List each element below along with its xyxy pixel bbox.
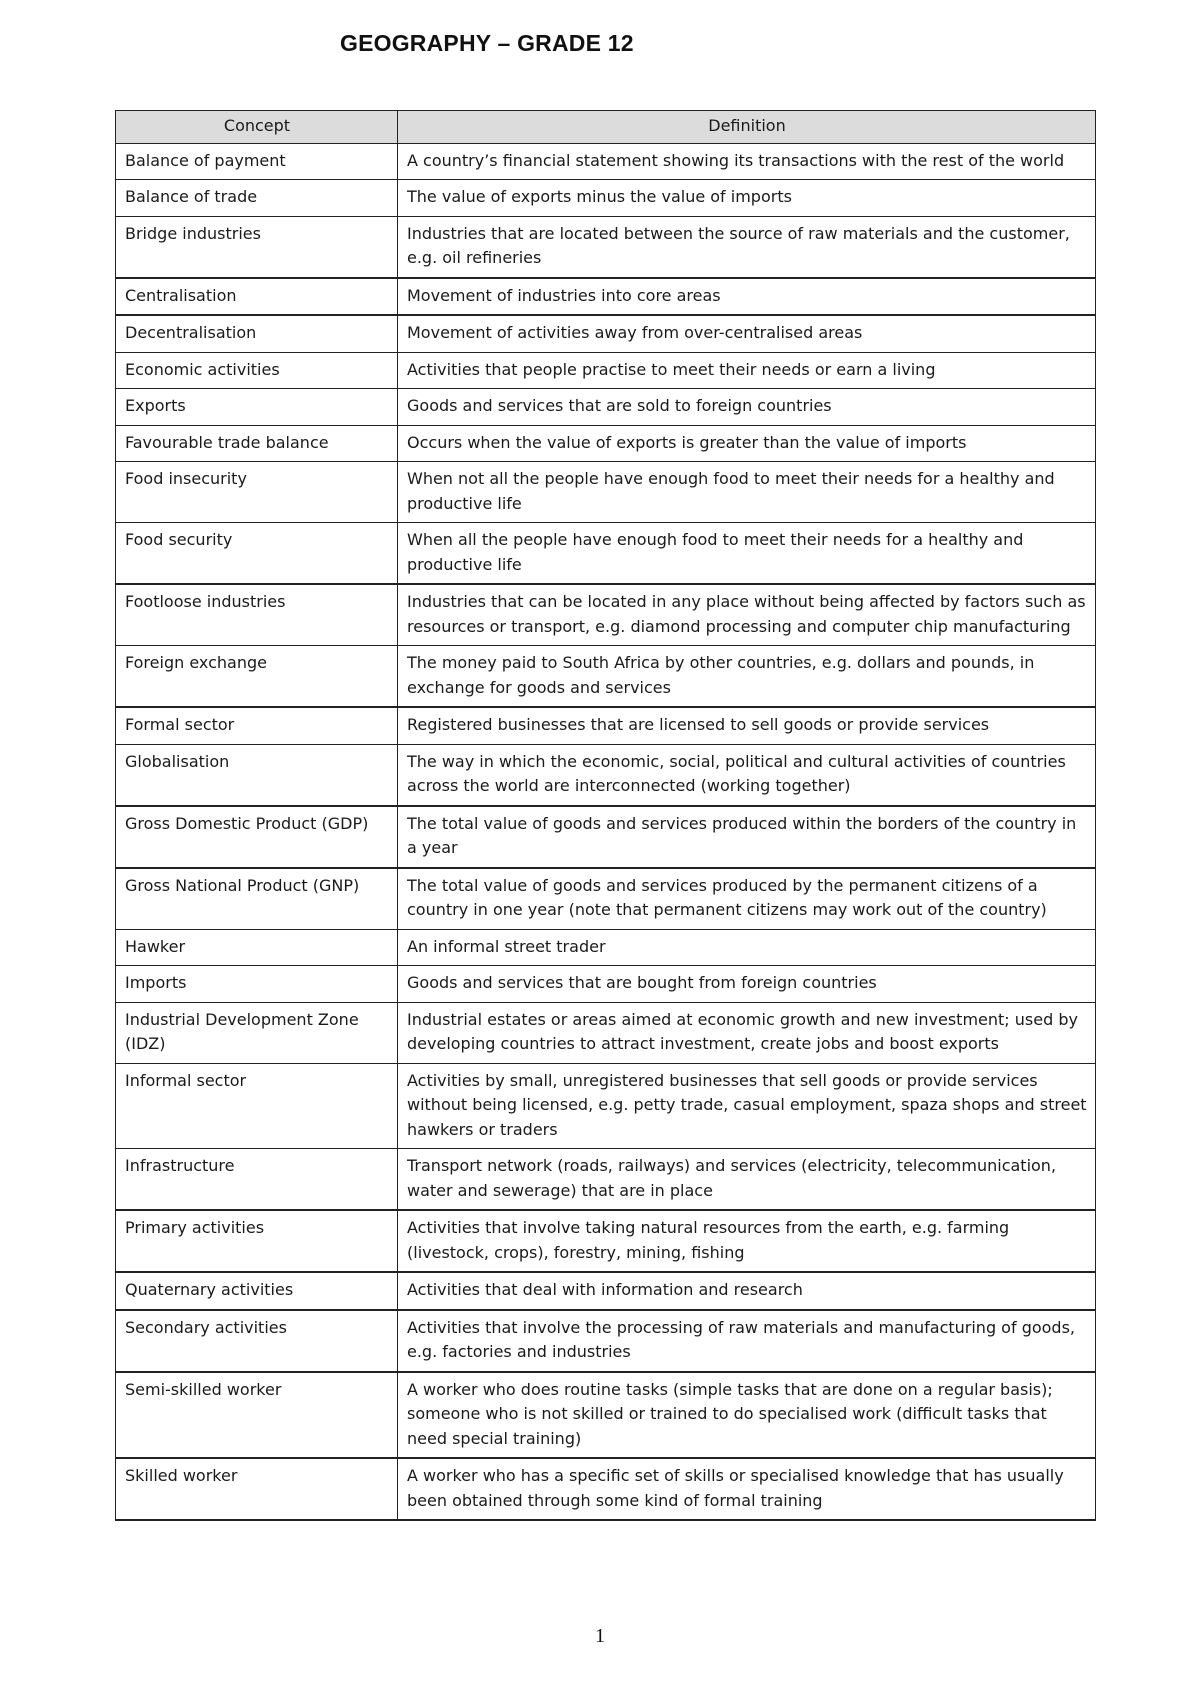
definition-cell: A worker who has a specific set of skills or specialised knowledge that has usually been obtained through some kind of formal training: [398, 1458, 1096, 1520]
definition-cell: Occurs when the value of exports is greater than the value of imports: [398, 425, 1096, 462]
table-row: [116, 278, 1096, 316]
table-row: [116, 646, 1096, 708]
concept-cell: Industrial Development Zone (IDZ): [116, 1002, 398, 1063]
table-row: [116, 425, 1096, 462]
definition-cell: Goods and services that are sold to foreign countries: [398, 389, 1096, 426]
table-row: [116, 929, 1096, 966]
definition-cell: The way in which the economic, social, political and cultural activities of countries across the world are interconnected (working together): [398, 744, 1096, 806]
concept-cell: Favourable trade balance: [116, 425, 398, 462]
concept-cell: Quaternary activities: [116, 1272, 398, 1310]
definition-cell: Activities that involve taking natural resources from the earth, e.g. farming (livestock, crops), forestry, mining, fishing: [398, 1210, 1096, 1272]
table-row: [116, 216, 1096, 278]
table-row: [116, 707, 1096, 744]
concept-cell: Exports: [116, 389, 398, 426]
table-row: [116, 352, 1096, 389]
concept-cell: Skilled worker: [116, 1458, 398, 1520]
table-row: [116, 523, 1096, 585]
concept-cell: Formal sector: [116, 707, 398, 744]
concept-cell: Foreign exchange: [116, 646, 398, 708]
definition-cell: The value of exports minus the value of imports: [398, 180, 1096, 217]
definition-cell: Activities that people practise to meet their needs or earn a living: [398, 352, 1096, 389]
concept-cell: Infrastructure: [116, 1149, 398, 1211]
concept-cell: Gross National Product (GNP): [116, 868, 398, 930]
definition-cell: Industrial estates or areas aimed at economic growth and new investment; used by developing countries to attract investment, create jobs and boost exports: [398, 1002, 1096, 1063]
definition-cell: When all the people have enough food to meet their needs for a healthy and productive life: [398, 523, 1096, 585]
table-row: [116, 1372, 1096, 1459]
table-row: [116, 868, 1096, 930]
definition-cell: Movement of industries into core areas: [398, 278, 1096, 316]
concept-cell: Primary activities: [116, 1210, 398, 1272]
table-row: [116, 389, 1096, 426]
table-row: [116, 744, 1096, 806]
definition-cell: Activities that deal with information and research: [398, 1272, 1096, 1310]
table-row: [116, 1063, 1096, 1149]
concept-cell: Semi-skilled worker: [116, 1372, 398, 1459]
definition-cell: Industries that can be located in any place without being affected by factors such as resources or transport, e.g. diamond processing and computer chip manufacturing: [398, 584, 1096, 646]
glossary-table-body: [116, 143, 1096, 1520]
concept-cell: Economic activities: [116, 352, 398, 389]
definition-cell: Registered businesses that are licensed to sell goods or provide services: [398, 707, 1096, 744]
definition-cell: Activities by small, unregistered businesses that sell goods or provide services without being licensed, e.g. petty trade, casual employment, spaza shops and street hawkers or traders: [398, 1063, 1096, 1149]
concept-cell: Informal sector: [116, 1063, 398, 1149]
concept-cell: Bridge industries: [116, 216, 398, 278]
definition-cell: The total value of goods and services produced by the permanent citizens of a country in one year (note that permanent citizens may work out of the country): [398, 868, 1096, 930]
table-row: [116, 966, 1096, 1003]
definition-cell: A country’s financial statement showing its transactions with the rest of the world: [398, 143, 1096, 180]
table-row: [116, 462, 1096, 523]
concept-cell: Footloose industries: [116, 584, 398, 646]
concept-cell: Decentralisation: [116, 315, 398, 352]
glossary-table: [115, 110, 1096, 1521]
table-row: [116, 143, 1096, 180]
definition-cell: Movement of activities away from over-centralised areas: [398, 315, 1096, 352]
definition-cell: Goods and services that are bought from foreign countries: [398, 966, 1096, 1003]
table-row: [116, 1310, 1096, 1372]
concept-cell: Centralisation: [116, 278, 398, 316]
definition-cell: Activities that involve the processing of raw materials and manufacturing of goods, e.g. factories and industries: [398, 1310, 1096, 1372]
concept-column-header: Concept: [116, 111, 398, 144]
table-row: [116, 584, 1096, 646]
table-row: [116, 1002, 1096, 1063]
glossary-table-container: [115, 110, 1095, 1521]
table-row: [116, 1210, 1096, 1272]
page-number: 1: [595, 1625, 605, 1647]
table-row: [116, 806, 1096, 868]
table-row: [116, 1272, 1096, 1310]
definition-cell: When not all the people have enough food to meet their needs for a healthy and productive life: [398, 462, 1096, 523]
definition-cell: The total value of goods and services produced within the borders of the country in a year: [398, 806, 1096, 868]
concept-cell: Secondary activities: [116, 1310, 398, 1372]
definition-cell: A worker who does routine tasks (simple tasks that are done on a regular basis); someone who is not skilled or trained to do specialised work (difficult tasks that need special training): [398, 1372, 1096, 1459]
table-row: [116, 1149, 1096, 1211]
definition-cell: Transport network (roads, railways) and services (electricity, telecommunication, water and sewerage) that are in place: [398, 1149, 1096, 1211]
table-row: [116, 1458, 1096, 1520]
definition-cell: Industries that are located between the source of raw materials and the customer, e.g. oil refineries: [398, 216, 1096, 278]
definition-cell: An informal street trader: [398, 929, 1096, 966]
table-row: [116, 180, 1096, 217]
concept-cell: Globalisation: [116, 744, 398, 806]
concept-cell: Food security: [116, 523, 398, 585]
page-title: GEOGRAPHY – GRADE 12: [340, 30, 634, 56]
table-header-row: [116, 111, 1096, 144]
definition-cell: The money paid to South Africa by other countries, e.g. dollars and pounds, in exchange for goods and services: [398, 646, 1096, 708]
concept-cell: Imports: [116, 966, 398, 1003]
concept-cell: Gross Domestic Product (GDP): [116, 806, 398, 868]
concept-cell: Hawker: [116, 929, 398, 966]
concept-cell: Food insecurity: [116, 462, 398, 523]
concept-cell: Balance of payment: [116, 143, 398, 180]
definition-column-header: Definition: [398, 111, 1096, 144]
table-row: [116, 315, 1096, 352]
concept-cell: Balance of trade: [116, 180, 398, 217]
